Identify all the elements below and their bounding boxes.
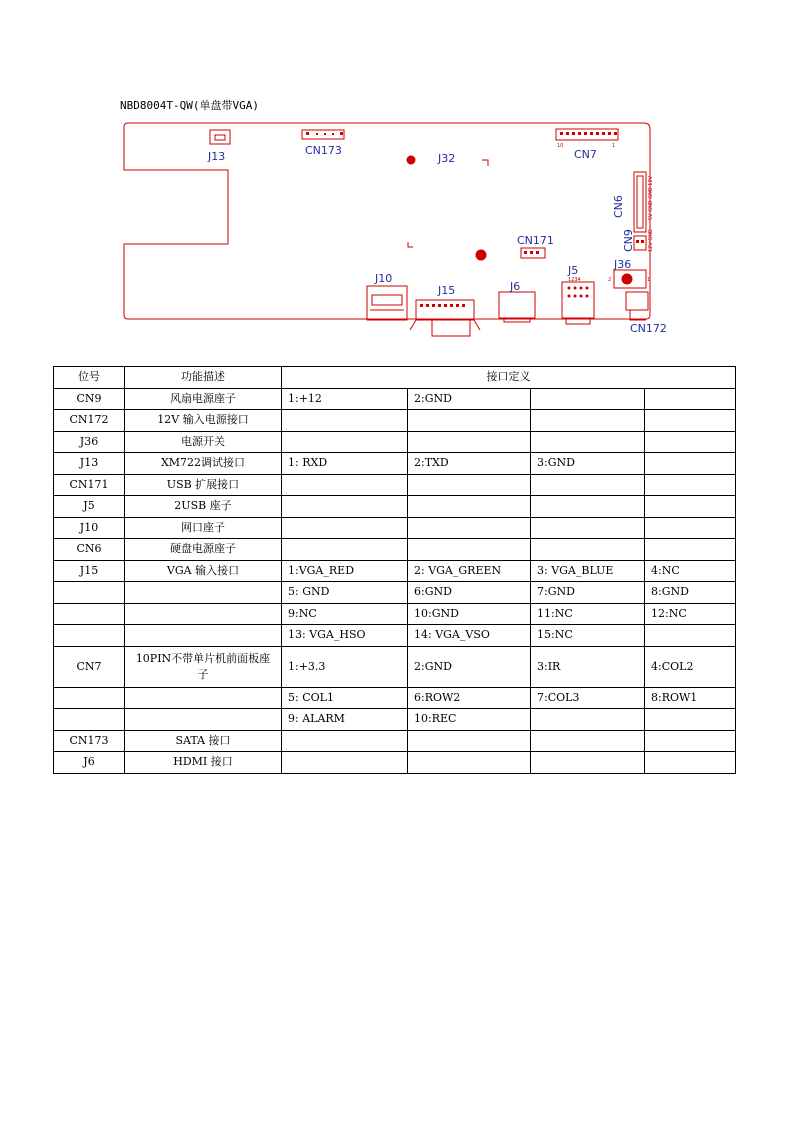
cell-pin: 14: VGA_VSO [408,625,531,647]
cell-pin: 8:GND [645,582,736,604]
cn172-connector [626,292,648,310]
table-row [54,388,736,410]
cell-pin [645,453,736,475]
cell-pin: 8:ROW1 [645,687,736,709]
board-outline [124,123,650,319]
cell-pin: 7:GND [531,582,645,604]
cell-pin [531,474,645,496]
cell-pin: 1:+3.3 [282,646,408,687]
cell-pin [531,539,645,561]
cell-func: 硬盘电源座子 [125,539,282,561]
cell-pin [531,752,645,774]
cell-pin [645,431,736,453]
label-cn173: CN173 [305,144,342,157]
table-body [54,388,736,773]
cn6-connector [634,172,646,232]
cell-pin [531,517,645,539]
cell-pin: 9:NC [282,603,408,625]
cell-func: 12V 输入电源接口 [125,410,282,432]
cell-pin [645,517,736,539]
cell-pin: 5: COL1 [282,687,408,709]
cell-pin [282,496,408,518]
cell-func: 电源开关 [125,431,282,453]
cell-pin [282,752,408,774]
cell-pin [531,496,645,518]
cell-pos: J10 [54,517,125,539]
cell-func: XM722调试接口 [125,453,282,475]
cell-pin: 9: ALARM [282,709,408,731]
cell-pin [531,431,645,453]
header-func: 功能描述 [125,367,282,389]
label-j6: J6 [510,280,521,293]
cell-pin: 10:GND [408,603,531,625]
cell-pin [645,709,736,731]
label-j5: J5 [568,264,579,277]
j32-mark [407,156,415,164]
cell-pos: J5 [54,496,125,518]
cell-pin: 3: VGA_BLUE [531,560,645,582]
cn7-pin1-mark: 1 [612,143,616,149]
cell-pos: J15 [54,560,125,582]
cell-pos: CN7 [54,646,125,687]
cell-pin [282,517,408,539]
j6-connector [499,292,535,318]
cell-pin [645,752,736,774]
cell-pin [408,517,531,539]
table-row [54,453,736,475]
cell-pos: J13 [54,453,125,475]
cell-pin [408,431,531,453]
cell-pin [645,388,736,410]
cell-pin [282,539,408,561]
cell-pin: 10:REC [408,709,531,731]
interface-table [53,366,736,774]
cell-func: 2USB 座子 [125,496,282,518]
cell-pin [282,730,408,752]
cell-func: VGA 输入接口 [125,560,282,582]
cell-func: 网口座子 [125,517,282,539]
cn9-connector [634,236,646,250]
cell-pin [645,474,736,496]
label-j32: J32 [438,152,456,165]
cell-pin [645,410,736,432]
cell-pin [408,496,531,518]
cell-pin [408,730,531,752]
cell-pin [408,474,531,496]
j36-pin1-mark: 1 [647,277,651,283]
cell-pin [531,388,645,410]
cell-pos [54,603,125,625]
label-cn7: CN7 [574,148,597,161]
cell-pin [282,431,408,453]
cell-func [125,625,282,647]
table-row [54,687,736,709]
cell-func [125,582,282,604]
cell-pin: 12:NC [645,603,736,625]
cell-func [125,603,282,625]
table-row [54,410,736,432]
label-j36: J36 [614,258,632,271]
label-j10: J10 [375,272,393,285]
cell-pos: CN173 [54,730,125,752]
cell-pin [531,410,645,432]
cell-pin [408,752,531,774]
table-row [54,603,736,625]
header-pos: 位号 [54,367,125,389]
cell-pin [408,539,531,561]
j36-pin2-mark: 2 [608,277,612,283]
cell-pin: 1:VGA_RED [282,560,408,582]
table-row [54,646,736,687]
cell-func: USB 扩展接口 [125,474,282,496]
table-row [54,730,736,752]
j10-connector [367,286,407,320]
label-cn171: CN171 [517,234,554,247]
table-row [54,709,736,731]
table-row [54,496,736,518]
table-row [54,582,736,604]
table-header-row [54,367,736,389]
cell-pos: CN9 [54,388,125,410]
cell-pin [645,496,736,518]
cell-pin: 6:GND [408,582,531,604]
cell-pin: 1: RXD [282,453,408,475]
j5-pins-mark: 1234 [568,277,581,283]
cell-func: 风扇电源座子 [125,388,282,410]
cell-pos: CN172 [54,410,125,432]
label-j13: J13 [208,150,226,163]
cell-pin [408,410,531,432]
cell-pin: 5: GND [282,582,408,604]
label-cn9: CN9 [622,229,635,252]
cell-pin: 4:NC [645,560,736,582]
cell-pin: 3:IR [531,646,645,687]
table-row [54,560,736,582]
cn7-pin10-mark: 10 [557,143,564,149]
cell-pin: 6:ROW2 [408,687,531,709]
cell-pin: 13: VGA_HSO [282,625,408,647]
table-row [54,517,736,539]
board-caption: NBD8004T-QW(单盘带VGA) [120,99,259,112]
table-row [54,431,736,453]
cell-pin: 2:GND [408,646,531,687]
table-row [54,625,736,647]
cell-pin [531,730,645,752]
cell-pin [531,709,645,731]
cell-pin [645,539,736,561]
cell-func [125,709,282,731]
j5-connector [562,282,594,318]
cell-func: SATA 接口 [125,730,282,752]
table-row [54,474,736,496]
j15-connector [416,300,474,320]
cell-pos: J6 [54,752,125,774]
j13-connector [210,130,230,144]
cell-pin: 4:COL2 [645,646,736,687]
header-def: 接口定义 [282,367,736,389]
cell-pin: 15:NC [531,625,645,647]
cell-func: 10PIN不带单片机前面板座子 [125,646,282,687]
cell-pin: 3:GND [531,453,645,475]
cell-pin [645,730,736,752]
cell-pos [54,709,125,731]
table-row [54,539,736,561]
cell-pin [282,410,408,432]
board-diagram [120,120,680,340]
cn6-side-mark: 5V GND GND 12V [648,175,654,220]
cell-pin: 2:GND [408,388,531,410]
label-j15: J15 [438,284,456,297]
cell-pin: 7:COL3 [531,687,645,709]
cell-pin [282,474,408,496]
cell-pin: 2: VGA_GREEN [408,560,531,582]
cell-pos [54,582,125,604]
table-row [54,752,736,774]
cn9-side-mark: 12V GND [648,229,654,252]
cell-pin: 1:+12 [282,388,408,410]
cell-func [125,687,282,709]
cell-pos: J36 [54,431,125,453]
cell-pos: CN171 [54,474,125,496]
cell-func: HDMI 接口 [125,752,282,774]
cell-pin: 2:TXD [408,453,531,475]
cell-pos [54,625,125,647]
cell-pin [645,625,736,647]
cell-pos: CN6 [54,539,125,561]
cell-pin: 11:NC [531,603,645,625]
label-cn6: CN6 [612,195,625,218]
label-cn172: CN172 [630,322,667,335]
cell-pos [54,687,125,709]
